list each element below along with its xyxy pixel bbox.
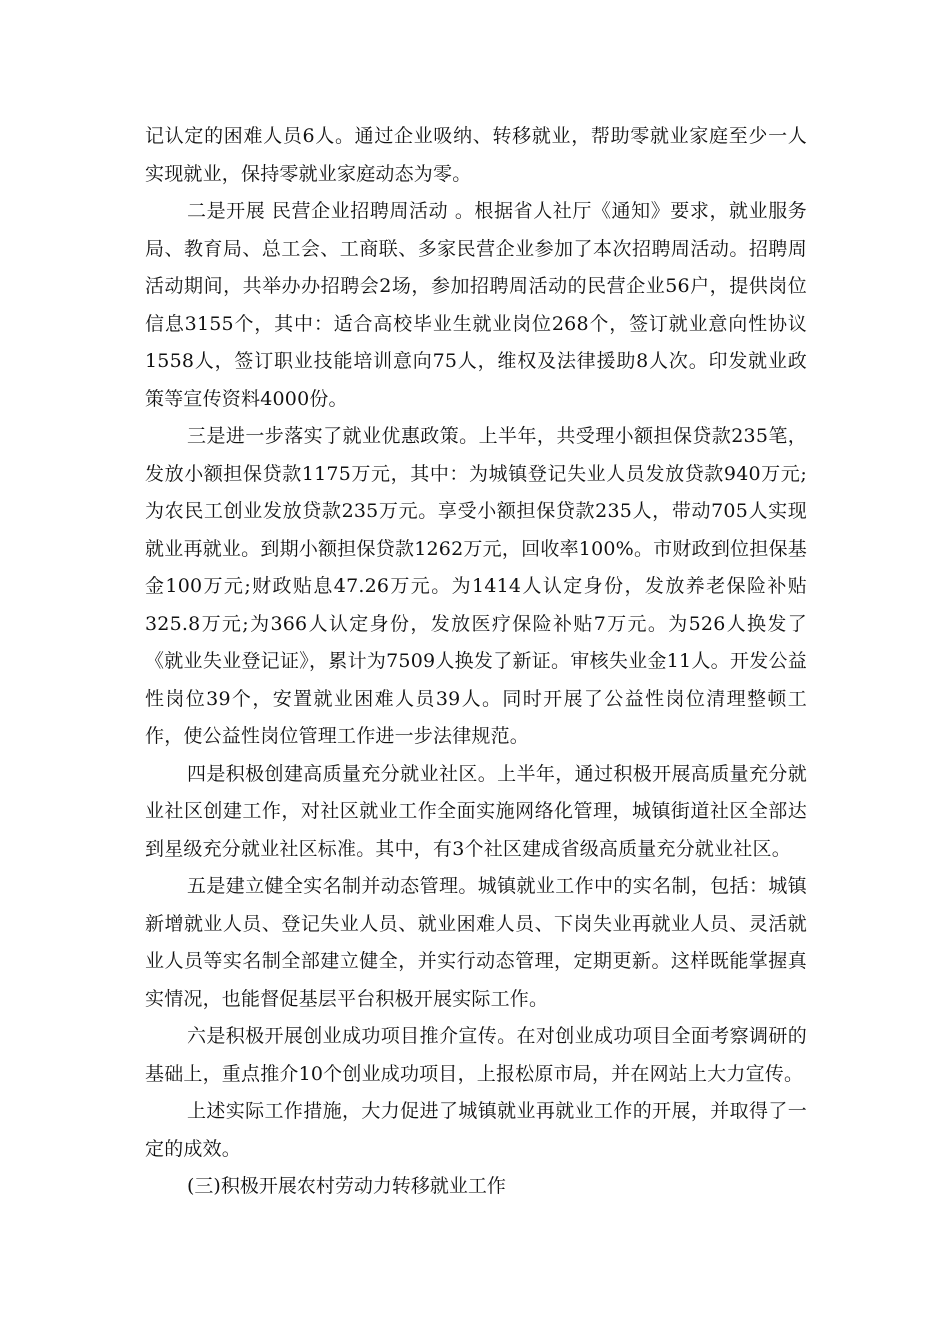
document-body [145, 118, 807, 1206]
section-heading: (三)积极开展农村劳动力转移就业工作 [187, 1175, 506, 1197]
paragraph-real-name-system: 五是建立健全实名制并动态管理。城镇就业工作中的实名制，包括：城镇新增就业人员、登记失业人员、就业困难人员、下岗失业再就业人员、灵活就业人员等实名制全部建立健全，并实行动态管理，定期更新。这样既能掌握真实情况，也能督促基层平台积极开展实际工作。 [145, 875, 807, 1010]
paragraph-employment-policy: 三是进一步落实了就业优惠政策。上半年，共受理小额担保贷款235笔，发放小额担保贷款1175万元，其中：为城镇登记失业人员发放贷款940万元;为农民工创业发放贷款235万元。享受小额担保贷款235人，带动705人实现就业再就业。到期小额担保贷款1262万元，回收率100%。市财政到位担保基金100万元;财政贴息47.26万元。为1414人认定身份，发放养老保险补贴325.8万元;为366人认定身份，发放医疗保险补贴7万元。为526人换发了《就业失业登记证》，累计为7509人换发了新证。审核失业金11人。开发公益性岗位39个，安置就业困难人员39人。同时开展了公益性岗位清理整顿工作，使公益性岗位管理工作进一步法律规范。 [145, 425, 807, 747]
paragraph-recruitment-week: 二是开展 民营企业招聘周活动 。根据省人社厅《通知》要求，就业服务局、教育局、总工会、工商联、多家民营企业参加了本次招聘周活动。招聘周活动期间，共举办办招聘会2场，参加招聘周活动的民营企业56户，提供岗位信息3155个，其中：适合高校毕业生就业岗位268个，签订就业意向性协议1558人，签订职业技能培训意向75人，维权及法律援助8人次。印发就业政策等宣传资料4000份。 [145, 200, 807, 410]
paragraph-continuation: 记认定的困难人员6人。通过企业吸纳、转移就业，帮助零就业家庭至少一人实现就业，保持零就业家庭动态为零。 [145, 125, 807, 185]
paragraph-summary: 上述实际工作措施，大力促进了城镇就业再就业工作的开展，并取得了一定的成效。 [145, 1100, 807, 1160]
paragraph-entrepreneurship-projects: 六是积极开展创业成功项目推介宣传。在对创业成功项目全面考察调研的基础上，重点推介10个创业成功项目，上报松原市局，并在网站上大力宣传。 [145, 1025, 807, 1085]
paragraph-full-employment-community: 四是积极创建高质量充分就业社区。上半年，通过积极开展高质量充分就业社区创建工作，对社区就业工作全面实施网络化管理，城镇街道社区全部达到星级充分就业社区标准。其中，有3个社区建成省级高质量充分就业社区。 [145, 762, 807, 860]
